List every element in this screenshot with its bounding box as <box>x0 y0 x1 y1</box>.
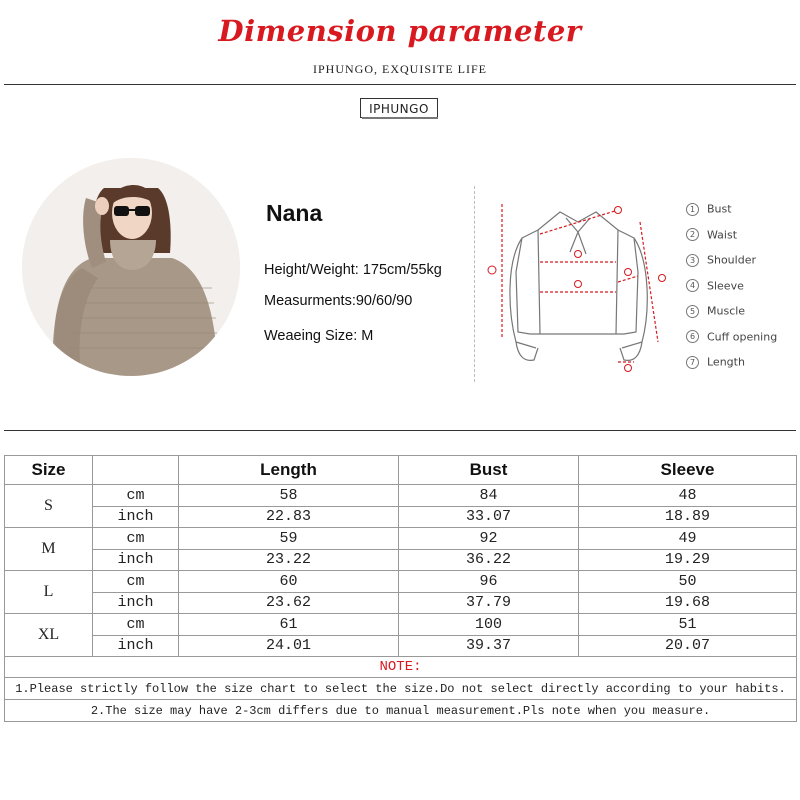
legend-item <box>686 304 777 330</box>
legend-number: 2 <box>686 228 699 241</box>
note-text: 2.The size may have 2-3cm differs due to manual measurement.Pls note when you measure. <box>5 700 797 722</box>
unit-cell: inch <box>93 635 179 657</box>
column-header-unit <box>93 456 179 485</box>
model-name: Nana <box>266 200 323 226</box>
bust-cell: 37.79 <box>399 592 579 614</box>
sleeve-cell: 50 <box>579 571 797 593</box>
bust-cell: 96 <box>399 571 579 593</box>
legend-item <box>686 228 777 254</box>
unit-cell: inch <box>93 592 179 614</box>
table-row <box>5 635 797 657</box>
sleeve-cell: 19.29 <box>579 549 797 571</box>
size-cell: S <box>5 485 93 528</box>
table-row <box>5 592 797 614</box>
sleeve-cell: 20.07 <box>579 635 797 657</box>
table-row <box>5 485 797 507</box>
legend-number: 3 <box>686 254 699 267</box>
length-cell: 60 <box>179 571 399 593</box>
size-chart-table <box>4 455 797 722</box>
length-cell: 58 <box>179 485 399 507</box>
brand-label-shadow <box>362 117 438 119</box>
model-measurements: Measurments:90/60/90 <box>264 293 413 309</box>
bust-cell: 84 <box>399 485 579 507</box>
sleeve-cell: 51 <box>579 614 797 636</box>
column-header-size: Size <box>5 456 93 485</box>
length-cell: 22.83 <box>179 506 399 528</box>
sleeve-cell: 48 <box>579 485 797 507</box>
legend-item <box>686 330 777 356</box>
bust-cell: 39.37 <box>399 635 579 657</box>
legend-item <box>686 279 777 305</box>
bust-cell: 33.07 <box>399 506 579 528</box>
note-title-row <box>5 657 797 678</box>
legend-item <box>686 355 777 381</box>
size-cell: XL <box>5 614 93 657</box>
brand-label: IPHUNGO <box>360 98 438 118</box>
sleeve-cell: 19.68 <box>579 592 797 614</box>
unit-cell: cm <box>93 528 179 550</box>
model-wearing-size: Weaeing Size: M <box>264 328 374 344</box>
table-row <box>5 571 797 593</box>
length-cell: 61 <box>179 614 399 636</box>
note-title: NOTE: <box>5 657 797 678</box>
legend-number: 5 <box>686 305 699 318</box>
legend-label: Length <box>707 355 745 369</box>
length-cell: 23.22 <box>179 549 399 571</box>
legend-number: 1 <box>686 203 699 216</box>
legend-number: 7 <box>686 356 699 369</box>
legend-number: 4 <box>686 279 699 292</box>
unit-cell: inch <box>93 506 179 528</box>
table-row <box>5 549 797 571</box>
column-header-length: Length <box>179 456 399 485</box>
legend-label: Muscle <box>707 304 746 318</box>
legend-label: Sleeve <box>707 279 744 292</box>
measurement-legend <box>686 202 777 381</box>
sleeve-cell: 49 <box>579 528 797 550</box>
model-photo <box>22 158 240 376</box>
length-cell: 24.01 <box>179 635 399 657</box>
size-cell: L <box>5 571 93 614</box>
bust-cell: 92 <box>399 528 579 550</box>
length-cell: 59 <box>179 528 399 550</box>
note-text: 1.Please strictly follow the size chart to select the size.Do not select directly according to your habits. <box>5 678 797 700</box>
sleeve-cell: 18.89 <box>579 506 797 528</box>
legend-item <box>686 253 777 279</box>
column-header-bust: Bust <box>399 456 579 485</box>
legend-label: Waist <box>707 228 738 241</box>
unit-cell: cm <box>93 614 179 636</box>
legend-number: 6 <box>686 330 699 343</box>
note-row <box>5 678 797 700</box>
bust-cell: 100 <box>399 614 579 636</box>
garment-diagram <box>478 192 678 382</box>
legend-label: Shoulder <box>707 253 756 267</box>
column-header-sleeve: Sleeve <box>579 456 797 485</box>
table-row <box>5 614 797 636</box>
model-height-weight: Height/Weight: 175cm/55kg <box>264 262 442 278</box>
table-row <box>5 528 797 550</box>
brand-tagline: IPHUNGO, EXQUISITE LIFE <box>313 62 487 76</box>
table-header-row <box>5 456 797 485</box>
section-divider-dashed <box>474 186 475 382</box>
unit-cell: cm <box>93 485 179 507</box>
length-cell: 23.62 <box>179 592 399 614</box>
unit-cell: cm <box>93 571 179 593</box>
legend-label: Cuff opening <box>707 330 778 343</box>
unit-cell: inch <box>93 549 179 571</box>
legend-label: Bust <box>707 202 732 216</box>
bust-cell: 36.22 <box>399 549 579 571</box>
size-cell: M <box>5 528 93 571</box>
page-title: Dimension parameter <box>218 14 582 48</box>
note-row <box>5 700 797 722</box>
legend-item <box>686 202 777 228</box>
table-top-rule <box>4 430 796 431</box>
header-divider <box>4 84 796 85</box>
table-row <box>5 506 797 528</box>
